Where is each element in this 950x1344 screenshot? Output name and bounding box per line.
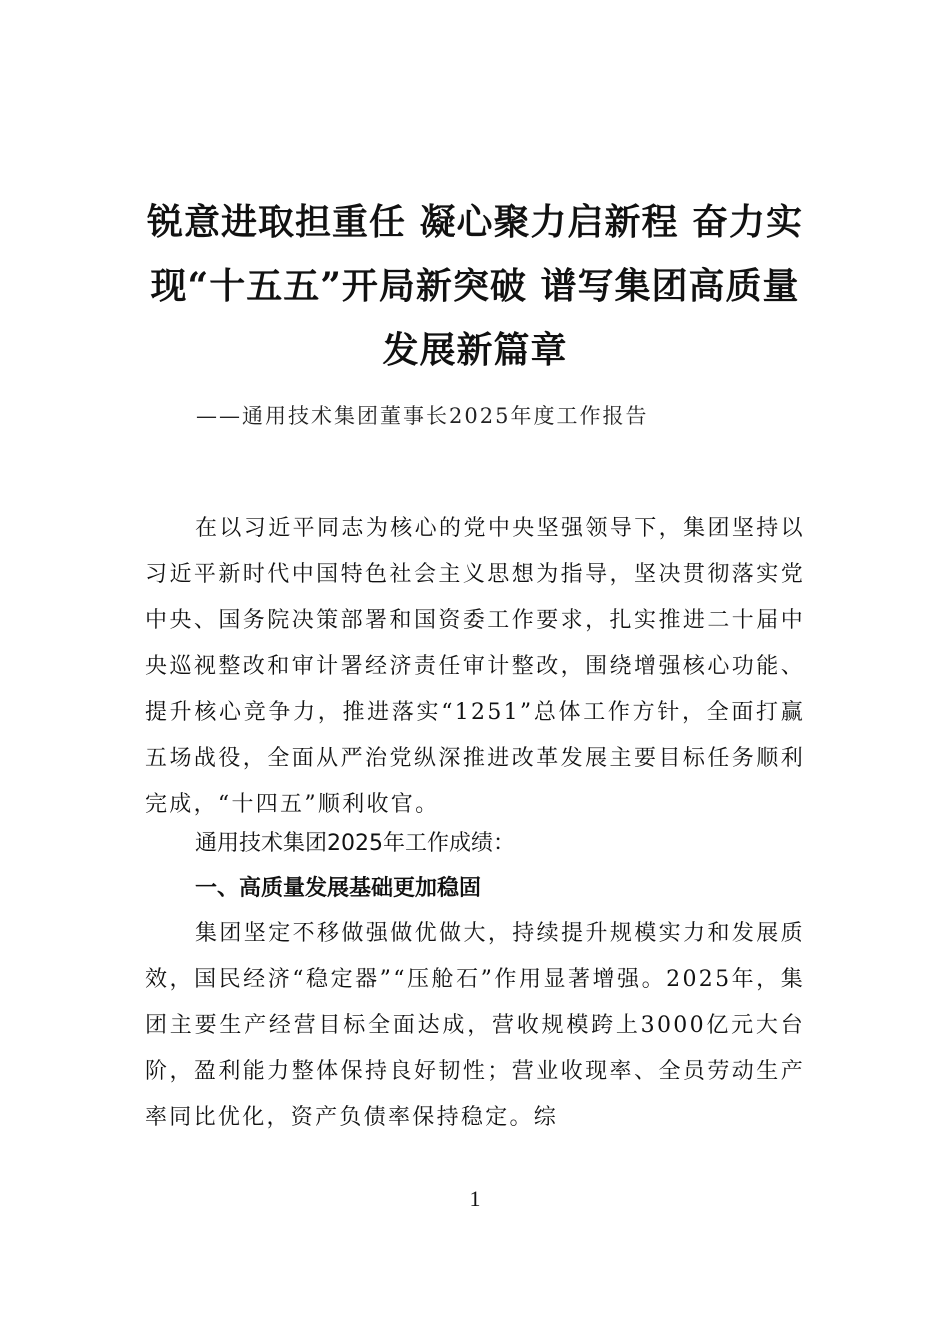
title-line-2: 现“十五五”开局新突破 谱写集团高质量 [150, 265, 800, 307]
report-subtitle: ——通用技术集团董事长2025年度工作报告 [196, 404, 649, 428]
report-title [140, 190, 810, 382]
title-line-1: 锐意进取担重任 凝心聚力启新程 奋力实 [146, 201, 804, 243]
title-line-3: 发展新篇章 [382, 329, 568, 371]
section-1-heading: 一、高质量发展基础更加稳固 [195, 876, 482, 901]
page-number: 1 [469, 1186, 481, 1211]
intro-paragraph: 在以习近平同志为核心的党中央坚强领导下，集团坚持以习近平新时代中国特色社会主义思想为指导，坚决贯彻落实党中央、国务院决策部署和国资委工作要求，扎实推进二十届中央巡视整改和审计署经济责任审计整改，围绕增强核心功能、提升核心竞争力，推进落实“1251”总体工作方针，全面打赢五场战役，全面从严治党纵深推进改革发展主要目标任务顺利完成，“十四五”顺利收官。 [145, 516, 805, 817]
section-1-paragraph: 集团坚定不移做强做优做大，持续提升规模实力和发展质效，国民经济“稳定器”“压舱石”作用显著增强。2025年，集团主要生产经营目标全面达成，营收规模跨上3000亿元大台阶，盈利能力整体保持良好韧性；营业收现率、全员劳动生产率同比优化，资产负债率保持稳定。综 [145, 921, 805, 1130]
achievements-heading: 通用技术集团2025年工作成绩： [195, 831, 515, 856]
